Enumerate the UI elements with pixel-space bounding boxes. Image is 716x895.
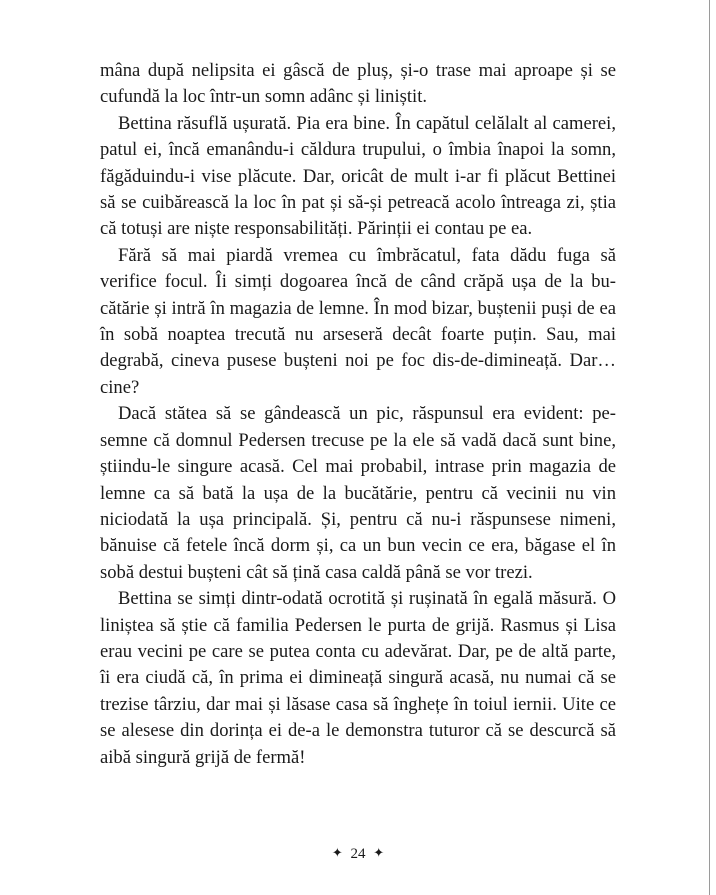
paragraph-continued: mâna după nelipsita ei gâscă de pluș, și-o trase mai aproape și se cufundă la loc într-un somn adânc și liniștit. bbox=[100, 60, 616, 108]
paragraph: Bettina se simți dintr-odată ocrotită și rușinată în egală măsură. O liniștea să știe că familia Pedersen le purta de grijă. Rasmus și Lisa erau vecini pe care se putea conta cu adevărat. Dar, pe de altă parte, îi era ciudă că, în prima ei dimineață singură acasă, nu numai că se trezise târziu, dar mai și lăsase casa să înghețe în toiul iernii. Uite ce se alesese din dorința ei de-a le demonstra tuturor că se descurcă să aibă singură grijă de fermă! bbox=[100, 588, 616, 768]
page-number: 24 bbox=[350, 846, 366, 862]
paragraph: Dacă stătea să se gândească un pic, răspunsul era evident: pesemne că domnul Pedersen trecuse pe la ele să vadă dacă sunt bine, știindu-le singure acasă. Cel mai probabil, intrase prin magazia de lemne ca să bată la ușa de la bucătărie, pentru că vecinii nu vin niciodată la ușa principală. Și, pentru că nu-i răspunsese nimeni, bănuise că fetele încă dorm și, ca un bun vecin ce era, băgase el în sobă destui bușteni cât să țină casa caldă până se vor trezi. bbox=[100, 403, 616, 583]
ornament-left-icon: ✦ bbox=[331, 845, 343, 860]
page-body bbox=[100, 58, 616, 771]
page-footer bbox=[0, 846, 716, 863]
ornament-right-icon: ✦ bbox=[373, 845, 385, 860]
paragraph: Bettina răsuflă ușurată. Pia era bine. În capătul celălalt al camerei, patul ei, încă emanându-i căldura trupului, o îmbia înapoi la somn, făgăduindu-i vise plăcute. Dar, oricât de mult i-ar fi plăcut Bettinei să se cuibărească la loc în pat și să-și petreacă acolo întreaga zi, știa că totuși are niște responsabilități. Părinții ei contau pe ea. bbox=[100, 112, 616, 240]
page-edge-rule bbox=[709, 0, 710, 895]
paragraph: Fără să mai piardă vremea cu îmbrăcatul, fata dădu fuga să verifice focul. Îi simți dogoarea încă de când crăpă ușa de la bucătărie și intră în magazia de lemne. În mod bizar, buștenii puși de ea în sobă noaptea trecută nu arseseră decât foarte puțin. Sau, mai degrabă, cineva pusese bușteni noi pe foc dis-de-dimineață. Dar… cine? bbox=[100, 244, 616, 398]
